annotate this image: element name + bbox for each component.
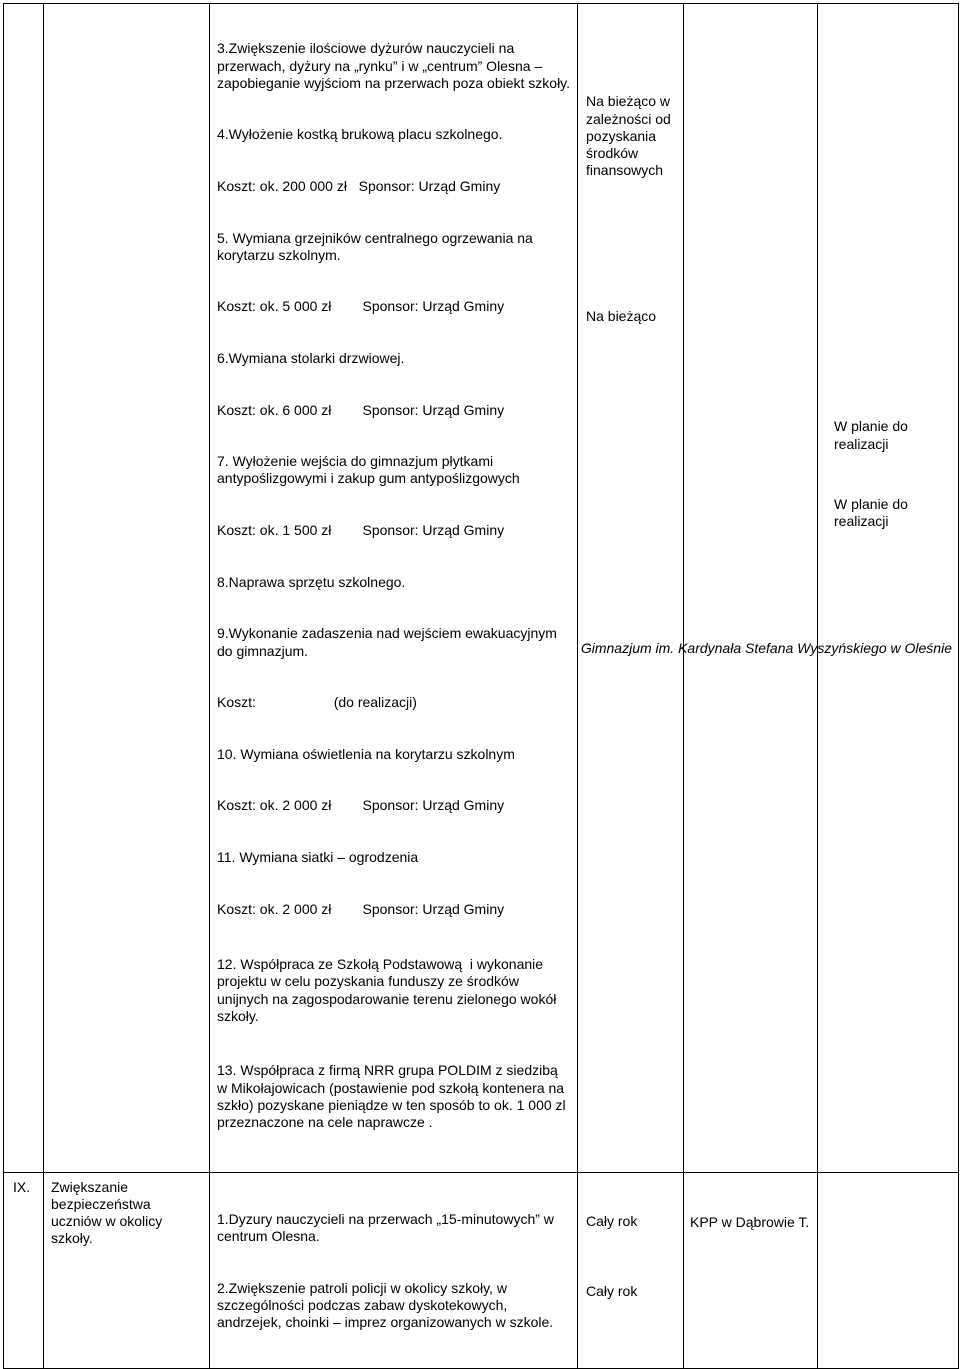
cost-line: Koszt: ok. 2 000 zł Sponsor: Urząd Gminy <box>217 900 505 917</box>
terms-cell <box>578 1172 684 1368</box>
status-text: W planie do realizacji <box>834 418 912 452</box>
task-line: 8.Naprawa sprzętu szkolnego. <box>217 573 406 590</box>
task-line: 2.Zwiększenie patroli policji w okolicy szkoły, w szczególności podczas zabaw dyskotekowych, andrzejek, choinki – imprez organizowanych w szkole. <box>217 1279 554 1331</box>
cost-line: Koszt: ok. 1 500 zł Sponsor: Urząd Gminy <box>217 522 505 539</box>
footer-school-name: Gimnazjum im. Kardynała Stefana Wyszyńskiego w Oleśnie <box>580 640 952 656</box>
number-cell-empty <box>4 4 44 1173</box>
cost-line: Koszt: ok. 6 000 zł Sponsor: Urząd Gminy <box>217 401 505 418</box>
title-cell-empty <box>44 4 210 1173</box>
task-line: 11. Wymiana siatki – ogrodzenia <box>217 848 419 865</box>
section-number-cell <box>4 1172 44 1368</box>
partner-text: KPP w Dąbrowie T. <box>690 1213 810 1230</box>
table-row <box>4 1172 959 1368</box>
term-text: Cały rok <box>586 1213 638 1230</box>
task-line: 5. Wymiana grzejników centralnego ogrzewania na korytarzu szkolnym. <box>217 229 537 263</box>
partner-cell <box>684 1172 818 1368</box>
terms-cell <box>578 4 684 1173</box>
term-text: Cały rok <box>586 1282 638 1299</box>
cost-line: Koszt: (do realizacji) <box>217 694 417 711</box>
task-line: 3.Zwiększenie ilościowe dyżurów nauczycieli na przerwach, dyżury na „rynku” i w „centrum” Olesna – zapobieganie wyjściom na przerwach poza obiekt szkoły. <box>217 40 571 91</box>
status-cell-empty <box>818 1172 959 1368</box>
status-cell <box>818 4 959 1173</box>
task-line: 10. Wymiana oświetlenia na korytarzu szkolnym <box>217 745 515 762</box>
term-text: Na bieżąco w zależności od pozyskania środków finansowych <box>586 93 675 179</box>
task-line: 4.Wyłożenie kostką brukową placu szkolnego. <box>217 126 503 143</box>
tasks-cell <box>210 1172 578 1368</box>
section-number: IX. <box>13 1178 31 1195</box>
task-line: 6.Wymiana stolarki drzwiowej. <box>217 350 405 367</box>
task-line: 12. Współpraca ze Szkołą Podstawową i wykonanie projektu w celu pozyskania funduszy ze środków unijnych na zagospodarowanie terenu zielonego wokół szkoły. <box>217 956 561 1024</box>
cost-line: Koszt: ok. 200 000 zł Sponsor: Urząd Gminy <box>217 178 501 195</box>
table-row <box>4 4 959 1173</box>
term-text: Na bieżąco <box>586 307 657 324</box>
task-line: 7. Wyłożenie wejścia do gimnazjum płytkami antypoślizgowymi i zakup gum antypoślizgowych <box>217 453 520 487</box>
task-line: 13. Współpraca z firmą NRR grupa POLDIM z siedzibą w Mikołajowicach (postawienie pod szkołą kontenera na szkło) pozyskane pieniądze w ten sposób to ok. 1 000 zl przeznaczone na cele naprawcze . <box>217 1062 570 1130</box>
partner-cell-empty <box>684 4 818 1173</box>
cost-line: Koszt: ok. 5 000 zł Sponsor: Urząd Gminy <box>217 298 505 315</box>
section-title-cell <box>44 1172 210 1368</box>
section-title: Zwiększanie bezpieczeństwa uczniów w okolicy szkoły. <box>51 1178 167 1247</box>
tasks-cell <box>210 4 578 1173</box>
task-line: 1.Dyzury nauczycieli na przerwach „15-minutowych” w centrum Olesna. <box>217 1211 558 1245</box>
status-text: W planie do realizacji <box>834 496 912 530</box>
action-plan-table <box>3 3 959 1369</box>
task-line: 9.Wykonanie zadaszenia nad wejściem ewakuacyjnym do gimnazjum. <box>217 625 561 659</box>
cost-line: Koszt: ok. 2 000 zł Sponsor: Urząd Gminy <box>217 797 505 814</box>
